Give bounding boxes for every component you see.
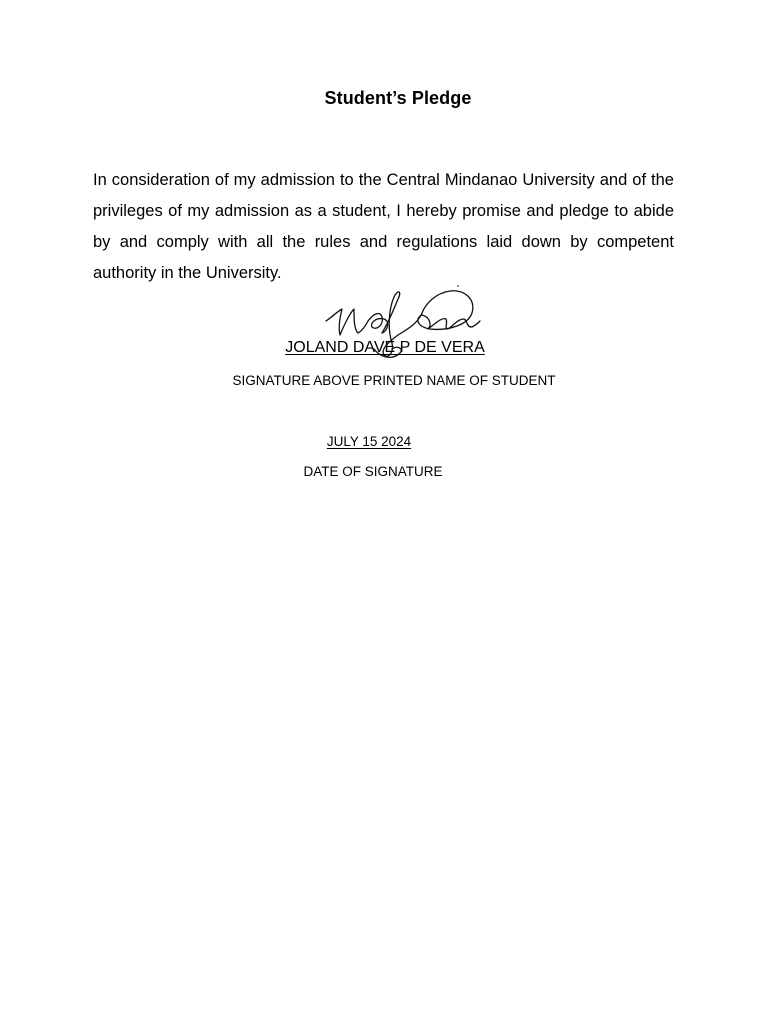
- student-printed-name: JOLAND DAVE P DE VERA: [285, 339, 485, 356]
- date-caption: DATE OF SIGNATURE: [303, 464, 443, 479]
- pledge-paragraph: In consideration of my admission to the Central Mindanao University and of the privileges of my admission as a student, I hereby promise and pledge to abide by and comply with all the rules and regulations laid down by competent authority in the University.: [93, 171, 674, 282]
- signature-caption: SIGNATURE ABOVE PRINTED NAME OF STUDENT: [232, 373, 556, 388]
- signature-date: JULY 15 2024: [326, 434, 412, 449]
- document-title: Student’s Pledge: [324, 88, 472, 108]
